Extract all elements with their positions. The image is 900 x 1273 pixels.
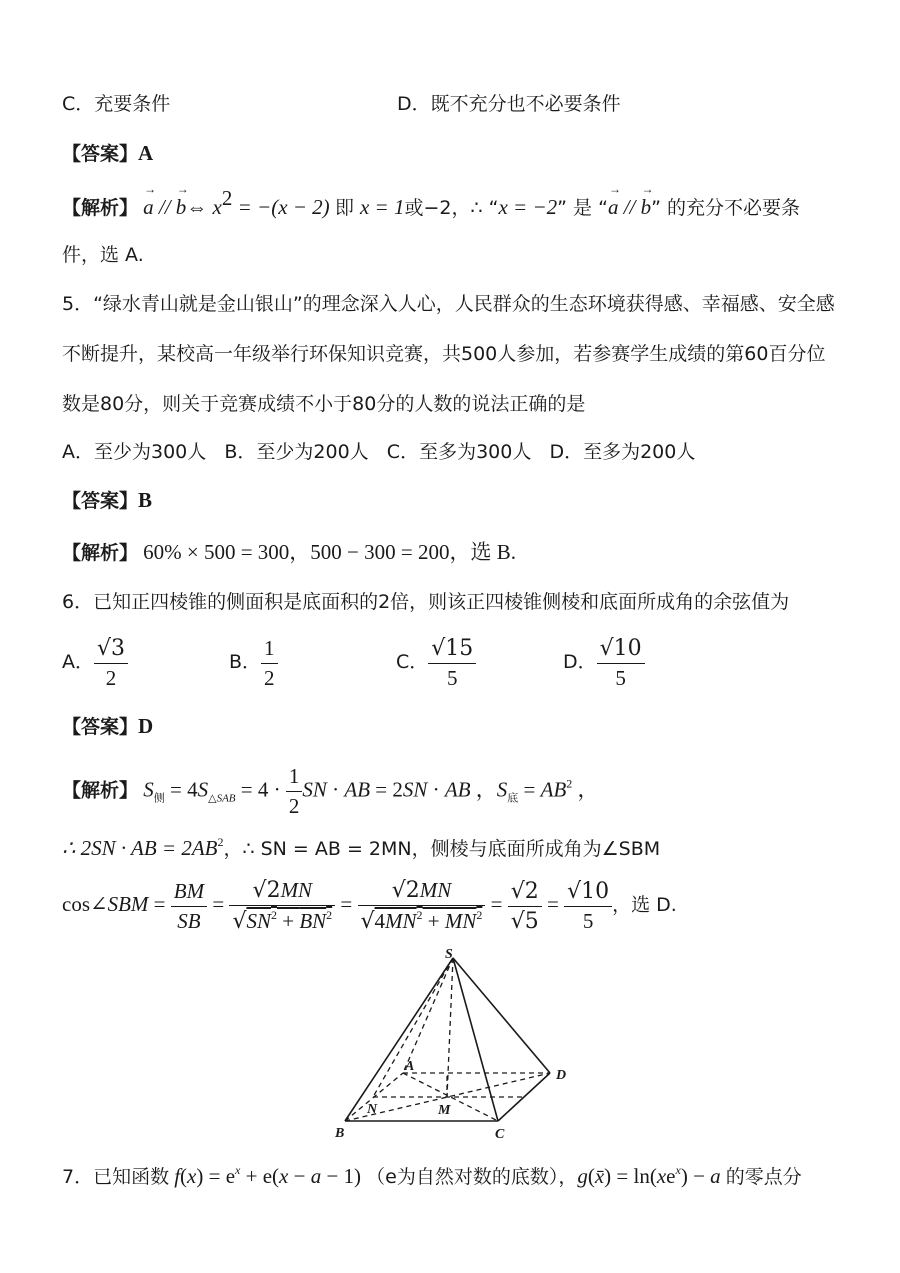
q7-stem: 7．已知函数 $f(x) = e^x + e(x - a - 1)$ （e为自然对数的底数），g(x̄) = $\ln(xe^x) - a$ 的零点分: [62, 1163, 802, 1188]
label-c: C: [495, 1127, 505, 1141]
q6-answer: 【答案】D: [62, 714, 154, 738]
label-b: B: [335, 1126, 345, 1141]
option-c: C．充要条件: [62, 93, 171, 115]
q6-option-d: D． $\frac{√10}{5}$: [563, 636, 645, 691]
q5-stem-line3: 数是80分，则关于竞赛成绩不小于80分的人数的说法正确的是: [62, 393, 586, 415]
pyramid-figure: [325, 946, 580, 1141]
q6-analysis-line2: ∴ 2SN · AB = $2AB^2$，∴ SN = AB = 2MN，侧棱与底面所成角为∠SBM: [62, 835, 661, 860]
analysis-tag: 【解析】: [62, 197, 139, 219]
q4-analysis: 【解析】 → a // → b⇔ $x^2 = -(x - 2)$ 即 x = 1或−2，∴ “x = −2” 是 “→ a // → b” 的充分不必要条: [62, 186, 800, 220]
label-n: N: [367, 1102, 378, 1117]
answer-value: A: [138, 141, 154, 165]
q6-option-a: A． $\frac{√3}{2}$: [62, 636, 128, 691]
answer-tag: 【答案】: [62, 143, 139, 165]
q6-analysis-line1: 【解析】 $S_侧 = 4S_{\triangle SAB} = 4$ · $\frac{1}{2}$ SN · AB = 2SN · AB ，$S_底 = AB^2$ ，: [62, 764, 599, 818]
label-a: A: [405, 1059, 415, 1074]
label-s: S: [445, 947, 453, 962]
q5-options: A．至少为300人 B．至少为200人 C．至多为300人 D．至多为200人: [62, 441, 696, 463]
q5-answer: 【答案】B: [62, 488, 153, 512]
q5-analysis: 【解析】 60% × 500 = 300，500 − 300 = 200，选 B.: [62, 540, 516, 564]
option-d: D．既不充分也不必要条件: [397, 93, 621, 115]
q6-stem: 6．已知正四棱锥的侧面积是底面积的2倍，则该正四棱锥侧棱和底面所成角的余弦值为: [62, 591, 790, 613]
q5-stem-line2: 不断提升，某校高一年级举行环保知识竞赛，共500人参加，若参赛学生成绩的第60百分位: [62, 343, 826, 365]
q6-option-c: C． $\frac{√15}{5}$: [396, 636, 476, 691]
q4-analysis-cont: 件，选 A.: [62, 244, 144, 266]
label-d: D: [556, 1068, 567, 1083]
label-m: M: [438, 1103, 451, 1118]
q5-stem-line1: 5．“绿水青山就是金山银山”的理念深入人心，人民群众的生态环境获得感、幸福感、安全感: [62, 293, 835, 315]
q6-option-b: B． $\frac{1}{2}$: [229, 636, 278, 691]
q4-answer: [62, 139, 153, 166]
q6-cos-formula: cos∠SBM = $\frac{BM}{SB}$ = $\frac{√2MN}{√SN^2 + BN^2}$ = $\frac{√2MN}{√4MN^2 + MN^2}$ = $\frac{√2}{√5}$ = $\frac{√10}{5}$ ，选 D.: [62, 878, 677, 934]
